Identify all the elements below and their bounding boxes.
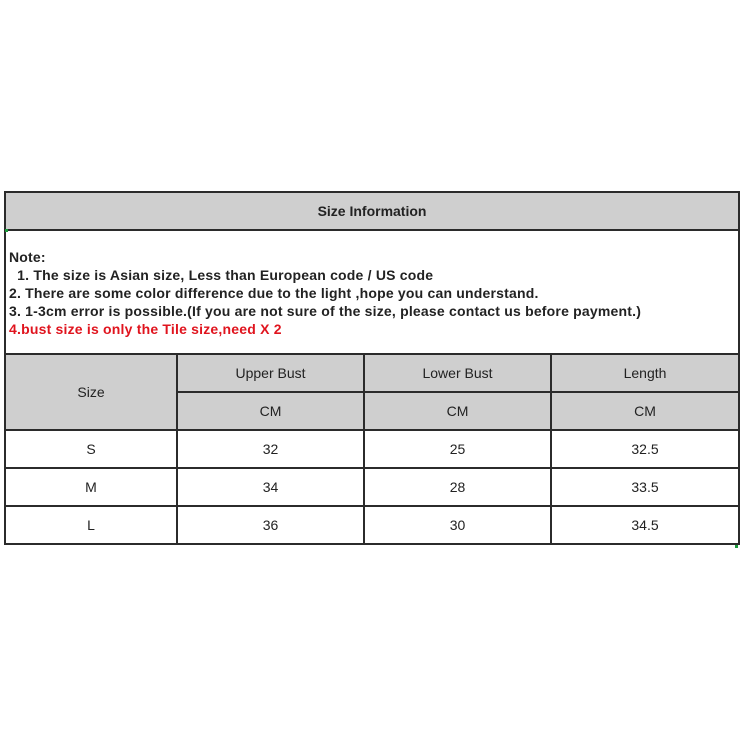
notes-row xyxy=(5,230,739,354)
title-row xyxy=(5,192,739,230)
lower-bust-cell: 25 xyxy=(364,430,551,468)
table-row xyxy=(5,468,739,506)
size-chart xyxy=(4,191,738,545)
cell-selection-marker xyxy=(5,229,8,232)
size-table xyxy=(4,191,740,545)
note-line-3: 3. 1-3cm error is possible.(If you are not sure of the size, please contact us before payment.) xyxy=(9,303,642,319)
size-cell: L xyxy=(5,506,177,544)
upper-bust-cell: 32 xyxy=(177,430,364,468)
note-line-highlight: 4.bust size is only the Tile size,need X 2 xyxy=(9,321,282,337)
column-header-lower-bust: Lower Bust xyxy=(364,354,551,392)
size-column-header: Size xyxy=(5,354,177,430)
length-cell: 34.5 xyxy=(551,506,739,544)
unit-lower-bust: CM xyxy=(364,392,551,430)
lower-bust-cell: 30 xyxy=(364,506,551,544)
notes-cell xyxy=(5,230,739,354)
lower-bust-cell: 28 xyxy=(364,468,551,506)
note-line-1: 1. The size is Asian size, Less than European code / US code xyxy=(9,267,434,283)
unit-length: CM xyxy=(551,392,739,430)
notes-block xyxy=(6,231,738,338)
column-header-length: Length xyxy=(551,354,739,392)
notes-heading: Note: xyxy=(9,249,46,265)
table-row xyxy=(5,430,739,468)
upper-bust-cell: 34 xyxy=(177,468,364,506)
table-title: Size Information xyxy=(5,192,739,230)
note-line-2: 2. There are some color difference due to the light ,hope you can understand. xyxy=(9,285,539,301)
length-cell: 33.5 xyxy=(551,468,739,506)
table-row xyxy=(5,506,739,544)
size-cell: M xyxy=(5,468,177,506)
length-cell: 32.5 xyxy=(551,430,739,468)
size-cell: S xyxy=(5,430,177,468)
unit-upper-bust: CM xyxy=(177,392,364,430)
column-header-upper-bust: Upper Bust xyxy=(177,354,364,392)
fill-handle-marker xyxy=(735,545,738,548)
upper-bust-cell: 36 xyxy=(177,506,364,544)
header-row xyxy=(5,354,739,392)
